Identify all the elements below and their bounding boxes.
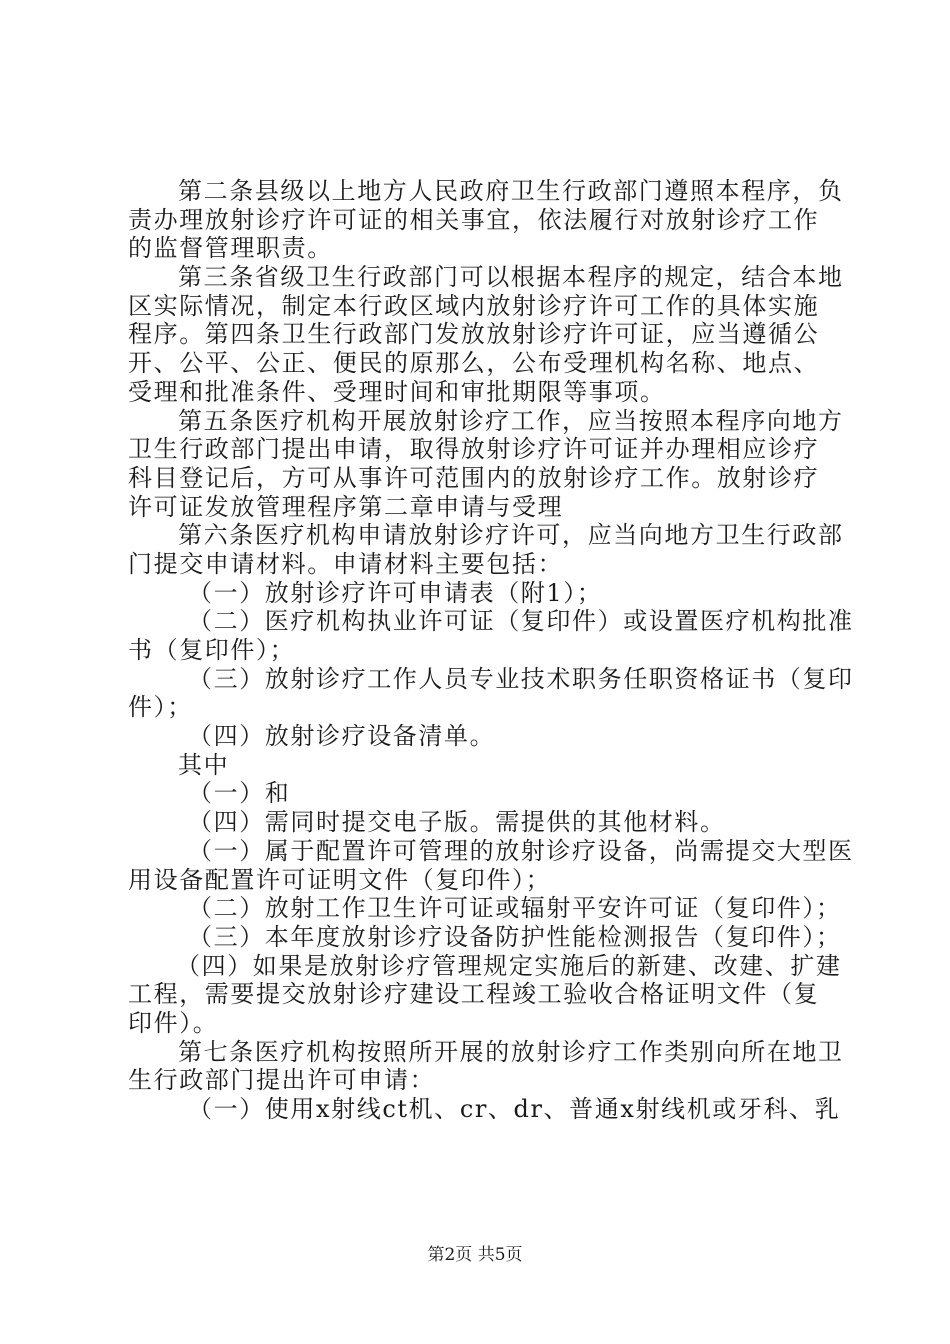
list-item-line: （四）需同时提交电子版。需提供的其他材料。 xyxy=(188,808,726,837)
paragraph-line: 科目登记后，方可从事许可范围内的放射诊疗工作。放射诊疗 xyxy=(128,463,820,492)
paragraph-line: 许可证发放管理程序第二章申请与受理 xyxy=(128,492,564,521)
paragraph-line: 开、公平、公正、便民的原那么，公布受理机构名称、地点、 xyxy=(128,349,820,378)
list-item-line: 书（复印件）； xyxy=(128,636,296,664)
list-item-line: 印件）。 xyxy=(128,1008,219,1037)
list-item-line: （一）属于配置许可管理的放射诊疗设备，尚需提交大型医 xyxy=(188,836,854,865)
list-item-line: （四）放射诊疗设备清单。 xyxy=(188,722,496,751)
paragraph-line: 责办理放射诊疗许可证的相关事宜，依法履行对放射诊疗工作 xyxy=(128,205,820,234)
paragraph-line: 门提交申请材料。申请材料主要包括： xyxy=(128,549,564,578)
list-item-line: （二）医疗机构执业许可证（复印件）或设置医疗机构批准 xyxy=(188,607,854,636)
paragraph-line: 第六条医疗机构申请放射诊疗许可，应当向地方卫生行政部 xyxy=(178,521,844,550)
paragraph-line: 卫生行政部门提出申请，取得放射诊疗许可证并办理相应诊疗 xyxy=(128,435,820,464)
list-item-line: （二）放射工作卫生许可证或辐射平安许可证（复印件）； xyxy=(188,894,842,923)
paragraph-line: 的监督管理职责。 xyxy=(128,234,333,263)
page-footer xyxy=(0,1244,950,1266)
paragraph-line: 生行政部门提出许可申请： xyxy=(128,1066,436,1095)
list-item-line: （一）使用x射线ct机、cr、dr、普通x射线机或牙科、乳 xyxy=(188,1095,841,1123)
list-item-line: （三）放射诊疗工作人员专业技术职务任职资格证书（复印 xyxy=(188,664,854,693)
list-item-line: 用设备配置许可证明文件（复印件）； xyxy=(128,865,552,894)
page-number-label: 第2页 共5页 xyxy=(427,1245,523,1265)
list-item-line: （三）本年度放射诊疗设备防护性能检测报告（复印件）； xyxy=(188,922,842,951)
paragraph-line: 第七条医疗机构按照所开展的放射诊疗工作类别向所在地卫 xyxy=(178,1037,844,1066)
paragraph-line: 其中 xyxy=(178,750,230,779)
document-body xyxy=(128,177,854,1124)
list-item-line: 件）； xyxy=(128,693,193,722)
paragraph-line: 第五条医疗机构开展放射诊疗工作，应当按照本程序向地方 xyxy=(178,406,844,435)
list-item-line: （四）如果是放射诊疗管理规定实施后的新建、改建、扩建 xyxy=(176,951,842,980)
paragraph-line: 受理和批准条件、受理时间和审批期限等事项。 xyxy=(128,377,666,406)
paragraph-line: 第二条县级以上地方人民政府卫生行政部门遵照本程序，负 xyxy=(178,177,844,205)
list-item-line: （一）放射诊疗许可申请表（附1）； xyxy=(188,578,603,607)
paragraph-line: 第三条省级卫生行政部门可以根据本程序的规定，结合本地 xyxy=(178,263,844,292)
paragraph-line: 区实际情况，制定本行政区域内放射诊疗许可工作的具体实施 xyxy=(128,291,820,320)
list-item-line: 工程，需要提交放射诊疗建设工程竣工验收合格证明文件（复 xyxy=(128,980,820,1009)
list-item-line: （一）和 xyxy=(188,779,291,808)
paragraph-line: 程序。第四条卫生行政部门发放放射诊疗许可证，应当遵循公 xyxy=(128,320,820,349)
